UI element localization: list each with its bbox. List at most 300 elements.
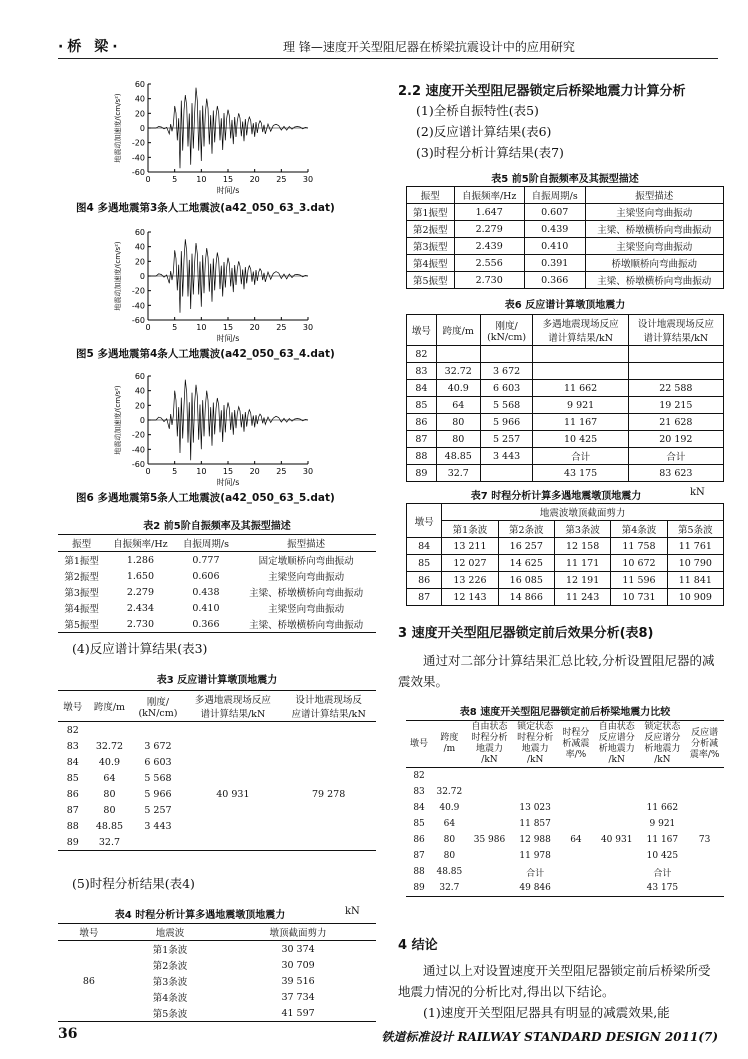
table-cell: 85	[413, 819, 425, 829]
table-cell	[281, 770, 376, 786]
table-row	[407, 465, 724, 482]
table-row	[406, 768, 724, 785]
table-header-cell: 锁定状态 反应谱分 析地震力 /kN	[640, 721, 686, 768]
table-cell: 0.439	[524, 221, 585, 238]
table-cell: 35 986	[473, 835, 506, 845]
table-header-cell: 自由状态 时程分析 地震力 /kN	[467, 721, 513, 768]
figure-6-plot	[110, 370, 320, 488]
table-row	[58, 738, 376, 754]
table-row	[407, 397, 724, 414]
table-cell: 0.607	[524, 204, 585, 221]
table-cell: 第4条波	[152, 993, 188, 1004]
table-cell: 1.647	[454, 204, 524, 221]
table-row	[58, 616, 376, 633]
table-header-cell: 第1条波	[442, 521, 498, 538]
y-tick-label: 0	[139, 272, 145, 281]
table-cell	[131, 722, 184, 739]
y-tick-label: -60	[131, 168, 145, 177]
table-cell	[685, 784, 724, 800]
table-row	[58, 941, 376, 958]
table-cell	[480, 346, 533, 363]
table-cell: 80	[103, 804, 116, 816]
table-cell: 87	[407, 431, 437, 448]
table-cell: 32.72	[436, 787, 463, 797]
table-cell: 14 625	[498, 555, 554, 572]
section-4-title: 4 结论	[398, 938, 438, 953]
table-cell: 0.438	[192, 586, 220, 598]
table-cell: 19 215	[628, 397, 723, 414]
table-header-cell: 墩顶截面剪力	[220, 924, 376, 941]
table-7-unit: kN	[690, 487, 705, 498]
y-tick-label: -40	[131, 445, 145, 455]
table-cell: 6 603	[144, 756, 172, 768]
table-header-cell: 第5条波	[667, 521, 723, 538]
table-cell	[185, 802, 282, 818]
table-cell: 32.7	[98, 836, 121, 848]
table-cell	[685, 880, 724, 897]
table-cell: 主梁、桥墩横桥向弯曲振动	[249, 588, 364, 599]
table-cell: 第1振型	[407, 204, 455, 221]
table-cell	[512, 784, 558, 800]
table-header-cell: 墩号	[406, 721, 432, 768]
table-cell: 固定墩顺桥向弯曲振动	[258, 556, 354, 567]
table-row	[407, 448, 724, 465]
table-cell: 83	[407, 363, 437, 380]
table-cell: 89	[407, 465, 437, 482]
table-cell	[281, 738, 376, 754]
table-3	[58, 690, 376, 851]
table-cell: 80	[443, 835, 456, 845]
figure-4-caption: 图4 多遇地震第3条人工地震波(a42_050_63_3.dat)	[76, 202, 335, 214]
table-header-cell: 第2条波	[498, 521, 554, 538]
table-row	[406, 816, 724, 832]
table-cell: 第5条波	[152, 1009, 188, 1020]
table-cell: 83	[66, 740, 79, 752]
table-cell: 85	[407, 555, 442, 572]
table-cell: 2.730	[454, 272, 524, 289]
table-cell	[628, 346, 723, 363]
table-cell: 22 588	[628, 380, 723, 397]
table-cell: 84	[413, 803, 425, 813]
table-cell: 83	[413, 787, 425, 797]
table-cell: 86	[82, 975, 95, 987]
table-cell: 2.556	[454, 255, 524, 272]
table-cell: 80	[103, 788, 116, 800]
table-cell: 32.7	[436, 465, 480, 482]
table-cell	[432, 768, 467, 785]
table-cell: 40.9	[439, 803, 460, 813]
item-4: (4)反应谱计算结果(表3)	[72, 641, 208, 656]
table-cell: 2.439	[454, 238, 524, 255]
x-tick-label: 0	[145, 323, 151, 332]
table-cell: 第2振型	[407, 221, 455, 238]
table-row	[58, 552, 376, 569]
table-cell	[467, 816, 513, 832]
table-header-cell: 多遇地震现场反应 谱计算结果/kN	[185, 691, 282, 722]
table-2	[58, 534, 376, 633]
table-row	[407, 272, 724, 289]
table-row	[58, 834, 376, 851]
table-cell	[281, 802, 376, 818]
figure-6	[110, 370, 320, 491]
y-tick-label: -20	[131, 286, 145, 296]
table-cell	[594, 816, 640, 832]
table-cell	[558, 816, 594, 832]
table-2-body	[58, 552, 376, 633]
table-cell: 12 191	[554, 572, 610, 589]
table-cell: 3 672	[144, 740, 172, 752]
x-axis-label: 时间/s	[216, 334, 240, 343]
table-header-cell: 振型描述	[236, 535, 376, 552]
item-5: (5)时程分析结果(表4)	[72, 876, 195, 891]
table-cell: 11 243	[554, 589, 610, 606]
table-cell	[467, 880, 513, 897]
table-cell	[640, 768, 686, 785]
table-cell: 第3振型	[64, 588, 99, 599]
y-tick-label: 60	[134, 372, 145, 381]
table-cell: 10 909	[667, 589, 723, 606]
table-3-caption: 表3 反应谱计算墩顶地震力	[156, 675, 278, 686]
table-row	[407, 538, 724, 555]
y-tick-label: -40	[131, 153, 145, 163]
table-cell: 合计	[526, 868, 545, 879]
table-cell: 主梁、桥墩横桥向弯曲振动	[249, 620, 364, 631]
table-cell: 6 603	[480, 380, 533, 397]
table-cell: 第5振型	[64, 620, 99, 631]
table-cell	[685, 816, 724, 832]
table-cell: 12 158	[554, 538, 610, 555]
table-cell: 2.434	[126, 602, 155, 614]
table-cell: 86	[66, 788, 79, 800]
table-cell: 64	[570, 835, 582, 845]
table-cell	[480, 465, 533, 482]
table-row	[407, 221, 724, 238]
table-cell: 80	[436, 414, 480, 431]
x-tick-label: 20	[249, 323, 260, 332]
table-cell: 3 443	[480, 448, 533, 465]
table-cell: 48.85	[95, 820, 124, 832]
section-2-2-title: 2.2 速度开关型阻尼器锁定后桥梁地震力计算分析	[398, 84, 686, 99]
table-cell: 第4振型	[64, 604, 99, 615]
table-cell: 11 596	[611, 572, 667, 589]
y-tick-label: 0	[139, 416, 145, 425]
table-4	[58, 923, 376, 1022]
table-cell	[88, 722, 132, 739]
table-cell: 第3振型	[407, 238, 455, 255]
table-cell: 第2振型	[64, 572, 99, 583]
table-cell: 12 027	[442, 555, 498, 572]
table-cell: 10 425	[646, 851, 679, 861]
table-cell: 14 866	[498, 589, 554, 606]
x-tick-label: 25	[276, 467, 287, 476]
table-5-body	[407, 204, 724, 289]
table-row	[58, 818, 376, 834]
table-cell: 87	[413, 851, 425, 861]
table-cell: 13 211	[442, 538, 498, 555]
table-cell: 87	[407, 589, 442, 606]
table-2-caption: 表2 前5阶自振频率及其振型描述	[143, 521, 291, 532]
section-3-paragraph: 通过对二部分计算结果汇总比较,分析设置阻尼器的减震效果。	[398, 653, 715, 689]
table-cell	[281, 754, 376, 770]
table-cell: 11 978	[519, 851, 551, 861]
table-cell: 30 374	[281, 943, 315, 955]
x-tick-label: 5	[172, 323, 178, 332]
table-cell: 88	[407, 448, 437, 465]
table-cell: 80	[443, 851, 456, 861]
table-cell: 11 662	[533, 380, 628, 397]
table-cell: 40 931	[216, 788, 250, 800]
x-tick-label: 0	[145, 175, 151, 184]
table-cell: 12 988	[519, 835, 551, 845]
table-cell: 5 257	[480, 431, 533, 448]
table-cell	[533, 346, 628, 363]
table-cell	[628, 363, 723, 380]
y-tick-label: 60	[134, 228, 145, 237]
section-2-2-item-1: (1)全桥自振特性(表5)	[416, 103, 539, 118]
table-cell	[685, 768, 724, 785]
table-cell: 87	[66, 804, 79, 816]
table-cell: 0.777	[192, 554, 220, 566]
article-running-title: 理 锋—速度开关型阻尼器在桥梁抗震设计中的应用研究	[283, 40, 575, 54]
table-cell: 10 731	[611, 589, 667, 606]
table-cell: 43 175	[533, 465, 628, 482]
table-header-cell: 振型描述	[585, 187, 723, 204]
table-cell	[594, 848, 640, 864]
x-tick-label: 15	[222, 323, 234, 332]
section-4-paragraph-1: 通过以上对设置速度开关型阻尼器锁定前后桥梁所受地震力情况的分析比对,得出以下结论。	[398, 963, 711, 999]
table-5-caption: 表5 前5阶自振频率及其振型描述	[491, 174, 639, 185]
table-cell: 84	[407, 380, 437, 397]
table-cell	[594, 784, 640, 800]
table-cell: 80	[436, 431, 480, 448]
running-header	[58, 36, 718, 56]
x-tick-label: 25	[276, 175, 287, 184]
table-cell: 32.72	[436, 363, 480, 380]
table-cell: 43 175	[646, 883, 679, 893]
table-row	[58, 722, 376, 739]
table-8-body	[406, 768, 724, 897]
table-cell: 11 167	[646, 835, 679, 845]
table-cell: 2.730	[126, 618, 155, 630]
table-header-cell: 设计地震现场反应 谱计算结果/kN	[628, 315, 723, 346]
table-cell: 主梁竖向弯曲振动	[585, 238, 723, 255]
table-row	[407, 414, 724, 431]
table-cell	[685, 800, 724, 816]
table-cell: 10 425	[533, 431, 628, 448]
table-cell	[558, 784, 594, 800]
table-cell	[512, 768, 558, 785]
table-row	[58, 770, 376, 786]
table-cell: 40.9	[98, 756, 121, 768]
table-cell: 主梁、桥墩横桥向弯曲振动	[585, 272, 723, 289]
table-cell: 83 623	[628, 465, 723, 482]
table-cell: 5 966	[144, 788, 172, 800]
table-cell: 11 758	[611, 538, 667, 555]
table-cell	[281, 722, 376, 739]
table-cell: 84	[407, 538, 442, 555]
table-cell: 48.85	[436, 448, 480, 465]
table-cell: 0.410	[192, 602, 220, 614]
table-cell	[131, 834, 184, 851]
table-cell	[558, 864, 594, 880]
table-row	[406, 832, 724, 848]
x-tick-label: 20	[249, 467, 260, 476]
table-row	[407, 572, 724, 589]
table-cell: 88	[66, 820, 79, 832]
table-row	[407, 255, 724, 272]
table-cell	[685, 864, 724, 880]
table-cell	[558, 848, 594, 864]
table-header-cell: 跨度 /m	[432, 721, 467, 768]
table-header-cell: 时程分 析减震 率/%	[558, 721, 594, 768]
journal-section: ·桥 梁·	[58, 39, 122, 55]
table-cell: 主梁竖向弯曲振动	[268, 572, 345, 583]
table-row	[406, 848, 724, 864]
table-cell: 第4振型	[407, 255, 455, 272]
table-cell	[185, 722, 282, 739]
table-cell	[185, 754, 282, 770]
table-cell: 桥墩顺桥向弯曲振动	[585, 255, 723, 272]
table-header-cell: 墩号	[58, 691, 88, 722]
table-row	[407, 363, 724, 380]
table-cell	[467, 848, 513, 864]
figure-5-caption: 图5 多遇地震第4条人工地震波(a42_050_63_4.dat)	[76, 348, 335, 360]
table-header-cell: 刚度/ (kN/cm)	[131, 691, 184, 722]
table-cell: 37 734	[281, 991, 315, 1003]
table-6	[406, 314, 724, 482]
table-cell	[594, 768, 640, 785]
table-row	[406, 784, 724, 800]
table-header-cell: 反应谱 分析减 震率/%	[685, 721, 724, 768]
table-cell: 第1振型	[64, 556, 99, 567]
table-row	[58, 786, 376, 802]
table-cell: 1.650	[126, 570, 155, 582]
table-cell: 85	[66, 772, 79, 784]
table-cell: 64	[103, 772, 116, 784]
table-cell: 73	[698, 835, 711, 845]
table-header-cell: 跨度/m	[88, 691, 132, 722]
table-6-body	[407, 346, 724, 482]
table-cell: 第3条波	[152, 977, 188, 988]
table-cell: 9 921	[649, 819, 676, 829]
table-row	[58, 600, 376, 616]
table-header-cell: 自振频率/Hz	[105, 535, 175, 552]
y-axis-label: 地震动加速度/(cm/s²)	[114, 385, 122, 455]
table-cell: 89	[66, 836, 79, 848]
table-row	[407, 346, 724, 363]
y-axis-label: 地震动加速度/(cm/s²)	[114, 93, 122, 163]
x-tick-label: 30	[302, 467, 314, 476]
table-cell	[533, 363, 628, 380]
table-header-cell: 振型	[407, 187, 455, 204]
table-cell	[558, 800, 594, 816]
table-cell	[467, 864, 513, 880]
table-row	[407, 238, 724, 255]
y-tick-label: 0	[139, 124, 145, 133]
table-cell: 9 921	[533, 397, 628, 414]
table-row	[58, 584, 376, 600]
table-cell	[558, 880, 594, 897]
table-cell	[467, 768, 513, 785]
table-header-cell: 刚度/ (kN/cm)	[480, 315, 533, 346]
table-header-cell: 自振周期/s	[524, 187, 585, 204]
y-tick-label: 40	[134, 242, 145, 252]
figure-4	[110, 78, 320, 199]
y-tick-label: -60	[131, 316, 145, 325]
table-cell: 3 443	[144, 820, 172, 832]
table-4-caption: 表4 时程分析计算多遇地震墩顶地震力	[114, 910, 286, 921]
table-cell: 主梁、桥墩横桥向弯曲振动	[585, 221, 723, 238]
table-cell: 79 278	[312, 788, 346, 800]
table-cell: 0.606	[192, 570, 220, 582]
figure-4-plot	[110, 78, 320, 196]
table-cell: 32.7	[439, 883, 460, 893]
table-row	[407, 589, 724, 606]
x-axis-label: 时间/s	[216, 186, 240, 195]
table-cell: 89	[413, 883, 425, 893]
figure-5-plot	[110, 226, 320, 344]
table-cell	[185, 738, 282, 754]
table-3-body	[58, 722, 376, 851]
table-4-unit: kN	[345, 906, 360, 917]
table-header-group: 地震波墩顶截面剪力	[442, 504, 724, 521]
table-cell: 10 672	[611, 555, 667, 572]
table-cell: 11 171	[554, 555, 610, 572]
table-row	[406, 864, 724, 880]
table-cell: 0.366	[192, 618, 220, 630]
section-2-2-item-2: (2)反应谱计算结果(表6)	[416, 124, 552, 139]
table-cell: 合计	[533, 448, 628, 465]
table-header-cell: 地震波	[120, 924, 220, 941]
table-cell: 第5振型	[407, 272, 455, 289]
table-header-cell: 墩号	[407, 315, 437, 346]
table-cell: 64	[443, 819, 456, 829]
table-cell: 5 568	[144, 772, 172, 784]
y-tick-label: 20	[134, 257, 145, 267]
x-tick-label: 30	[302, 323, 314, 332]
table-cell: 5 966	[480, 414, 533, 431]
table-cell: 主梁竖向弯曲振动	[585, 204, 723, 221]
x-tick-label: 25	[276, 323, 287, 332]
table-cell: 11 841	[667, 572, 723, 589]
table-cell: 0.410	[524, 238, 585, 255]
y-tick-label: 20	[134, 109, 145, 119]
table-cell: 48.85	[436, 867, 463, 877]
x-tick-label: 5	[172, 467, 178, 476]
y-tick-label: 40	[134, 94, 145, 104]
table-cell: 21 628	[628, 414, 723, 431]
table-cell: 85	[407, 397, 437, 414]
table-cell: 88	[413, 867, 425, 877]
table-row	[407, 204, 724, 221]
table-header-cell: 跨度/m	[436, 315, 480, 346]
table-cell	[185, 770, 282, 786]
table-cell: 11 167	[533, 414, 628, 431]
table-cell: 40.9	[436, 380, 480, 397]
table-cell: 合计	[653, 868, 672, 879]
y-tick-label: -60	[131, 460, 145, 469]
table-header-cell: 设计地震现场反 应谱计算结果/kN	[281, 691, 376, 722]
table-cell: 13 226	[442, 572, 498, 589]
table-cell: 11 857	[519, 819, 551, 829]
x-axis-label: 时间/s	[216, 478, 240, 487]
table-header-cell: 第3条波	[554, 521, 610, 538]
table-row	[407, 380, 724, 397]
table-cell	[594, 800, 640, 816]
table-7	[406, 503, 724, 606]
table-cell: 82	[407, 346, 437, 363]
table-cell: 2.279	[126, 586, 155, 598]
